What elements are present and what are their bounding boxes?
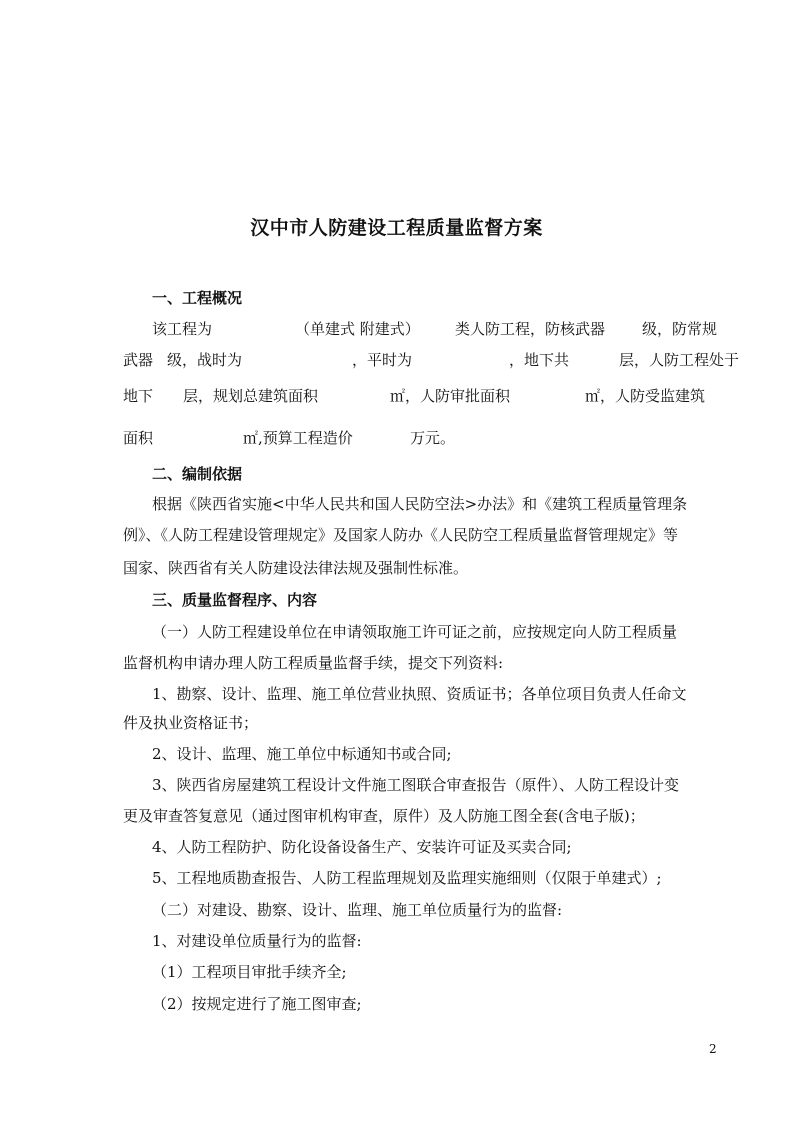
section2-line: 根据《陕西省实施<中华人民共和国人民防空法>办法》和《建筑工程质量管理条 [152, 495, 688, 513]
row3-text-b: 层，规划总建筑面积 [183, 387, 319, 405]
section3-line: （2）按规定进行了施工图审查; [152, 995, 362, 1013]
section3-line: 4、人防工程防护、防化设备设备生产、安装许可证及买卖合同; [152, 838, 572, 856]
row2-text-b: 级，战时为 [167, 351, 243, 369]
row2-text-e: 层，人防工程处于 [619, 351, 740, 369]
row4-text-b: ㎡,预算工程造价 [243, 429, 353, 447]
section3-heading: 三、质量监督程序、内容 [152, 591, 318, 609]
section2-line: 例》、《人防工程建设管理规定》及国家人防办《人民防空工程质量监督管理规定》等 [123, 526, 679, 544]
row1-text-a: 该工程为 [152, 320, 213, 338]
section3-line: （二）对建设、勘察、设计、监理、施工单位质量行为的监督: [152, 901, 563, 919]
section3-line: 5、工程地质勘查报告、人防工程监理规划及监理实施细则（仅限于单建式）; [152, 869, 662, 887]
row2-text-c: ，平时为 [352, 351, 413, 369]
row3-text-c: ㎡，人防审批面积 [390, 387, 511, 405]
section1-row4 [123, 428, 723, 448]
row2-text-d: ，地下共 [509, 351, 570, 369]
section3-line: （一）人防工程建设单位在申请领取施工许可证之前，应按规定向人防工程质量 [152, 623, 678, 641]
section3-line: 2、设计、监理、施工单位中标通知书或合同; [152, 745, 452, 763]
row3-text-a: 地下 [123, 387, 154, 405]
row1-text-d: 级，防常规 [642, 320, 718, 338]
section1-row2 [123, 350, 740, 370]
section3-line: 1、对建设单位质量行为的监督: [152, 932, 362, 950]
row1-text-b: （单建式 附建式） [295, 320, 420, 338]
section1-row1 [152, 319, 722, 339]
section3-line: 件及执业资格证书； [123, 714, 259, 732]
section2-line: 国家、陕西省有关人防建设法律法规及强制性标准。 [123, 559, 469, 577]
row2-text-a: 武器 [123, 351, 154, 369]
row4-text-a: 面积 [123, 429, 154, 447]
row3-text-d: ㎡，人防受监建筑 [585, 387, 706, 405]
document-title: 汉中市人防建设工程质量监督方案 [250, 217, 543, 239]
section3-line: 更及审查答复意见（通过图审机构审查，原件）及人防施工图全套(含电子版)； [123, 807, 645, 825]
section3-line: 监督机构申请办理人防工程质量监督手续，提交下列资料: [123, 654, 504, 672]
row4-text-c: 万元。 [410, 429, 456, 447]
section3-line: （1）工程项目审批手续齐全; [152, 963, 347, 981]
row1-text-c: 类人防工程，防核武器 [455, 320, 606, 338]
section3-line: 3、陕西省房屋建筑工程设计文件施工图联合审查报告（原件）、人防工程设计变 [152, 776, 680, 794]
section2-heading: 二、编制依据 [152, 465, 243, 483]
section1-row3 [123, 386, 723, 406]
page-number: 2 [709, 1042, 717, 1056]
section3-line: 1、勘察、设计、监理、施工单位营业执照、资质证书；各单位项目负责人任命文 [152, 685, 687, 703]
section1-heading: 一、工程概况 [152, 289, 243, 307]
